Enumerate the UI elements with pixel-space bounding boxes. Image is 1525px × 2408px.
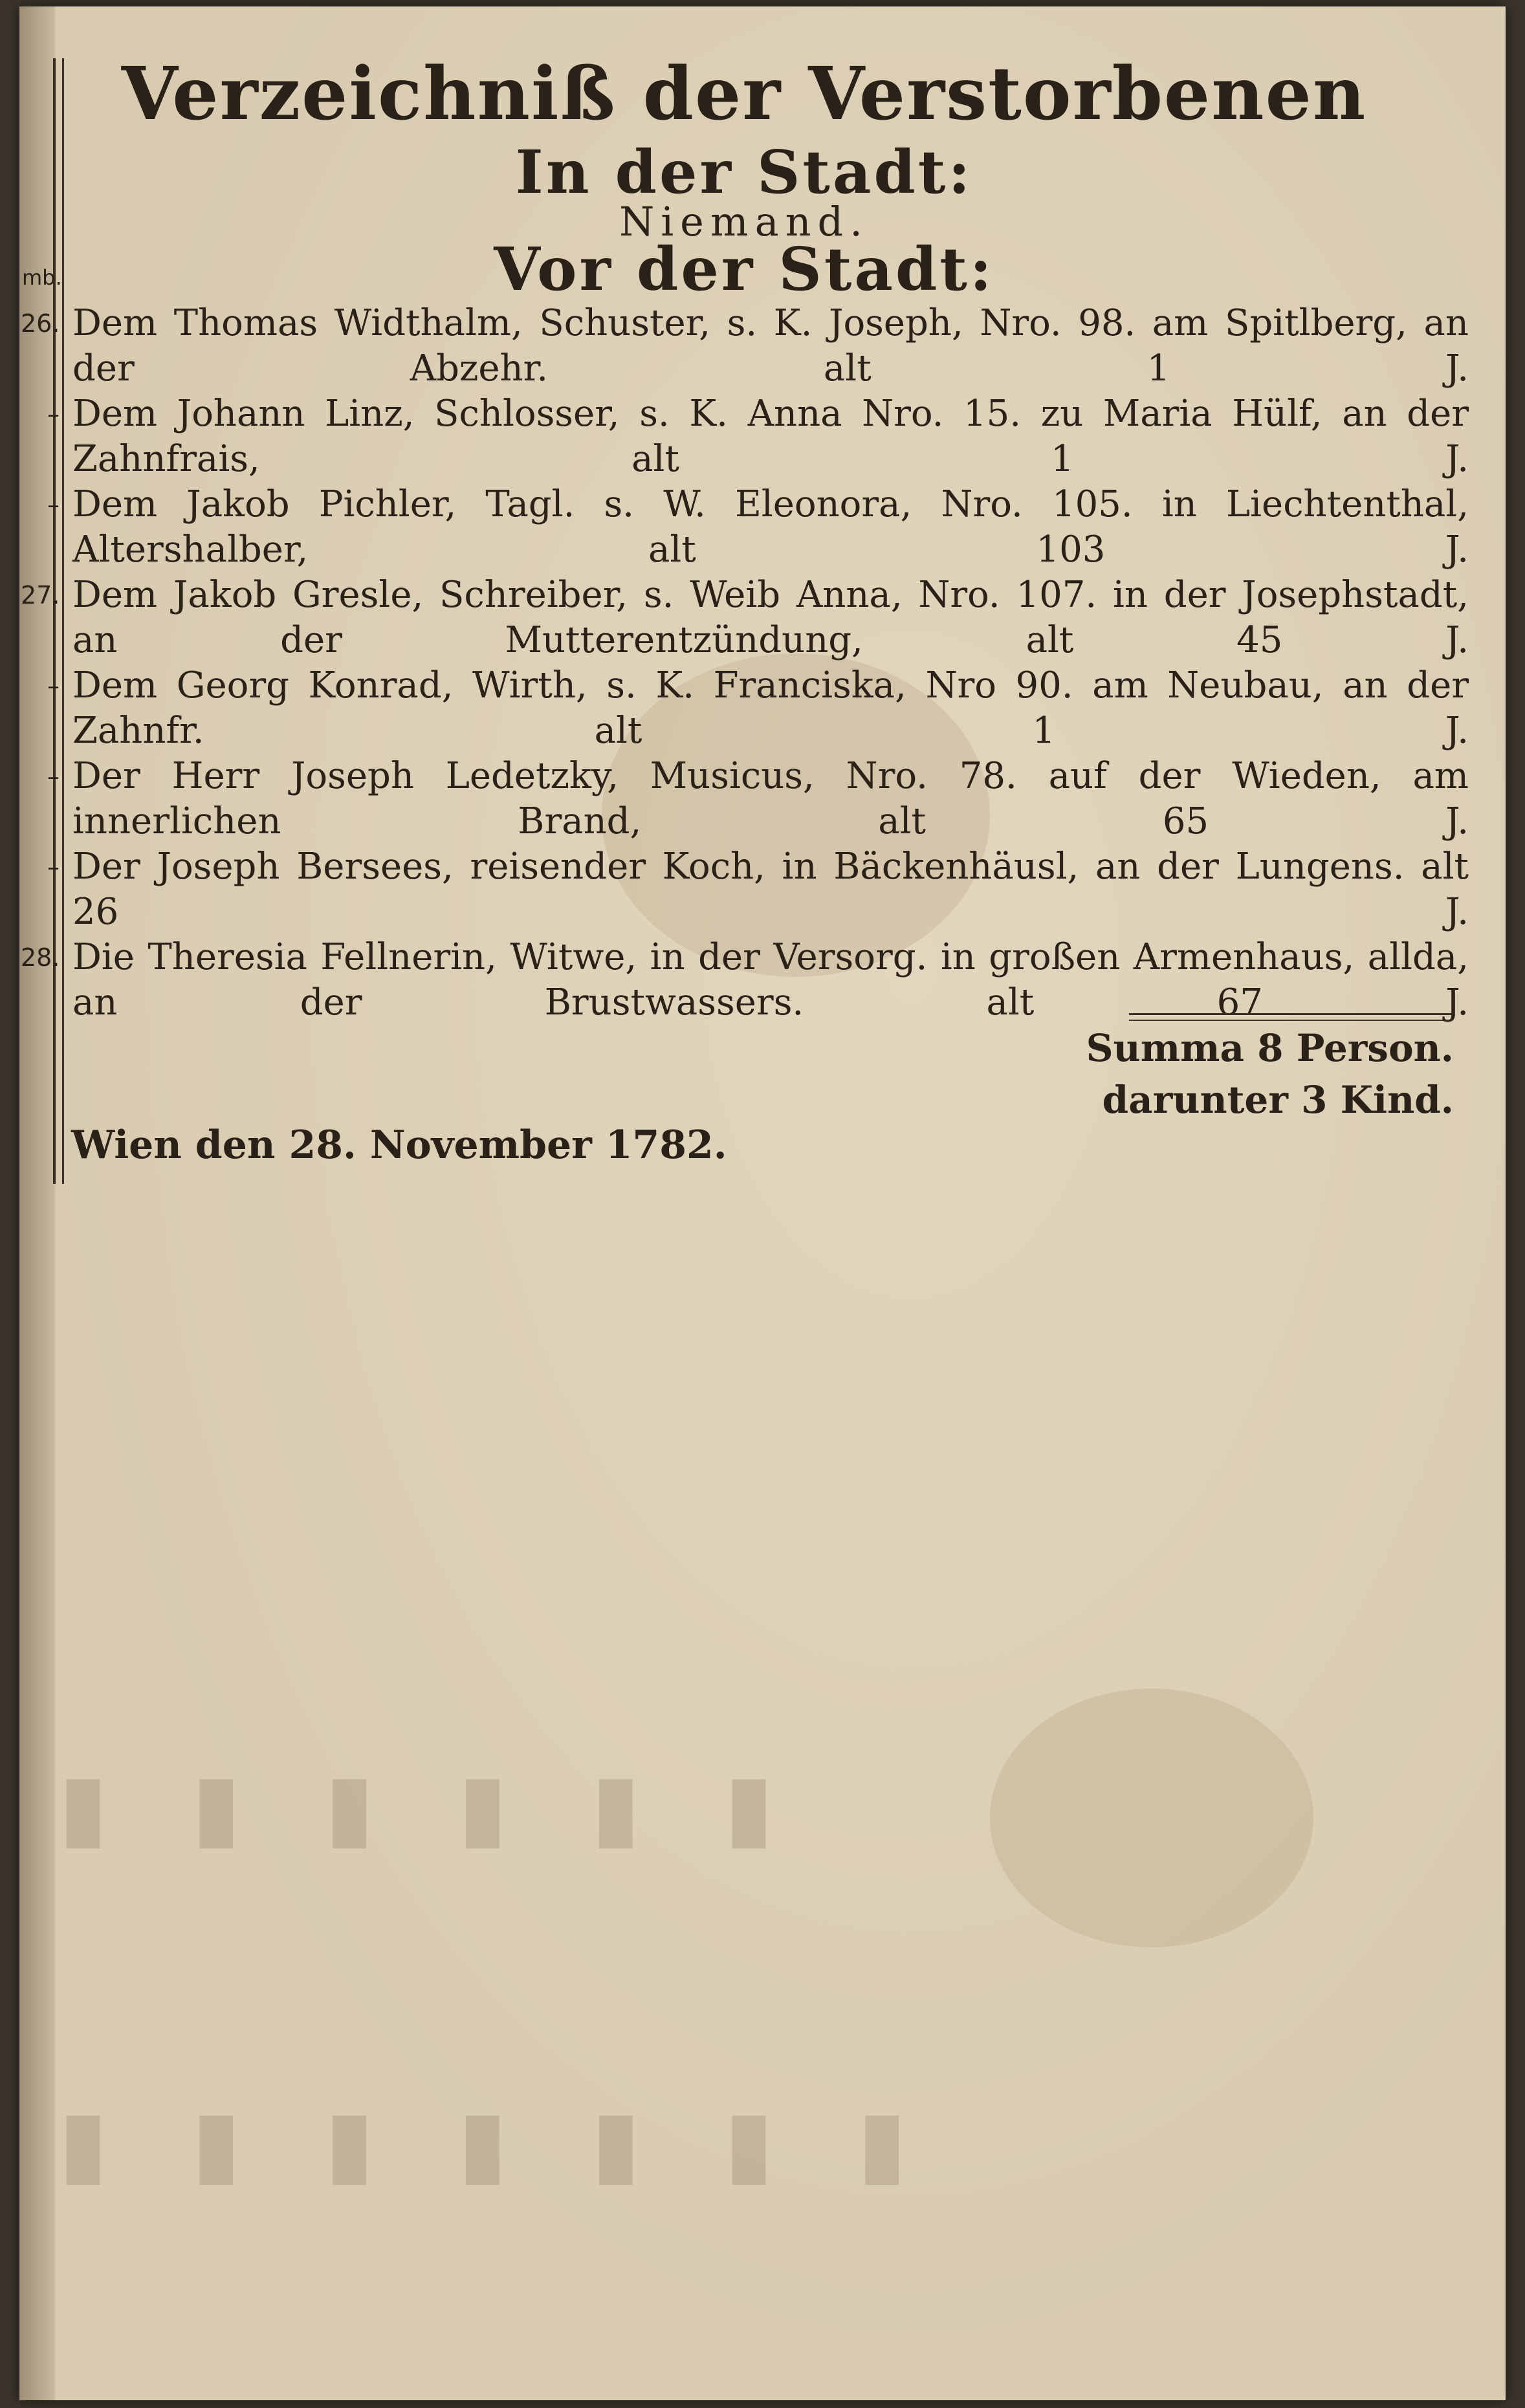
entry-text: Der Joseph Bersees, reisender Koch, in Bäckenhäusl, an der Lungens. alt 26 J. (72, 846, 1469, 933)
entry-date-marker: – (47, 762, 60, 791)
entry-text: Der Herr Joseph Ledetzky, Musicus, Nro. 78. auf der Wieden, am innerlichen Brand, alt 65 J. (72, 755, 1469, 842)
entry-date-marker: – (47, 853, 60, 881)
death-entry (47, 663, 1469, 754)
death-entry (21, 935, 1469, 1025)
summa-children: darunter 3 Kind. (1102, 1078, 1454, 1122)
document-title: Verzeichniß der Verstorbenen (121, 52, 1367, 137)
death-entry (21, 573, 1469, 663)
entry-text: Die Theresia Fellnerin, Witwe, in der Versorg. in großen Armenhaus, allda, an der Brustwassers. alt 67 J. (72, 936, 1469, 1023)
bleed-through-shadow: ▮ ▮ ▮ ▮ ▮ ▮ (58, 1753, 800, 1859)
document-page (19, 6, 1506, 2400)
entry-date-marker: – (47, 400, 60, 428)
entry-date-marker: – (47, 490, 60, 519)
entry-date-marker: 26. (21, 309, 60, 338)
section-heading-in-der-stadt: In der Stadt: (515, 137, 973, 207)
entry-text: Dem Thomas Widthalm, Schuster, s. K. Joseph, Nro. 98. am Spitlberg, an der Abzehr. alt 1 J. (72, 302, 1469, 389)
entry-date-marker: 28. (21, 943, 60, 972)
summa-divider (1129, 1013, 1453, 1021)
entry-text: Dem Jakob Pichler, Tagl. s. W. Eleonora, Nro. 105. in Liechtenthal, Altershalber, alt 103 J. (72, 483, 1469, 571)
death-entry (47, 754, 1469, 844)
entry-date-marker: – (47, 672, 60, 700)
entry-text: Dem Johann Linz, Schlosser, s. K. Anna Nro. 15. zu Maria Hülf, an der Zahnfrais, alt 1 J. (72, 393, 1469, 480)
margin-month-label: mb. (22, 265, 62, 290)
date-line: Wien den 28. November 1782. (71, 1122, 727, 1168)
left-rule-outer (53, 58, 56, 1184)
section-heading-vor-der-stadt: Vor der Stadt: (494, 234, 994, 304)
summa-total: Summa 8 Person. (1086, 1026, 1454, 1070)
death-entries-list (21, 301, 1469, 1025)
death-entry (47, 844, 1469, 935)
summa-block (1086, 1022, 1454, 1126)
death-entry (21, 301, 1469, 391)
entry-text: Dem Georg Konrad, Wirth, s. K. Franciska, Nro 90. am Neubau, an der Zahnfr. alt 1 J. (72, 664, 1469, 752)
paper-stain (990, 1689, 1313, 1947)
death-entry (47, 391, 1469, 482)
bleed-through-shadow: ▮ ▮ ▮ ▮ ▮ ▮ ▮ (58, 2090, 933, 2196)
left-rule-inner (62, 58, 64, 1184)
entry-date-marker: 27. (21, 581, 60, 609)
section-value-niemand: Niemand. (619, 198, 869, 245)
binding-edge (19, 6, 55, 2400)
entry-text: Dem Jakob Gresle, Schreiber, s. Weib Anna, Nro. 107. in der Josephstadt, an der Mutterentzündung, alt 45 J. (72, 574, 1469, 661)
death-entry (47, 482, 1469, 573)
